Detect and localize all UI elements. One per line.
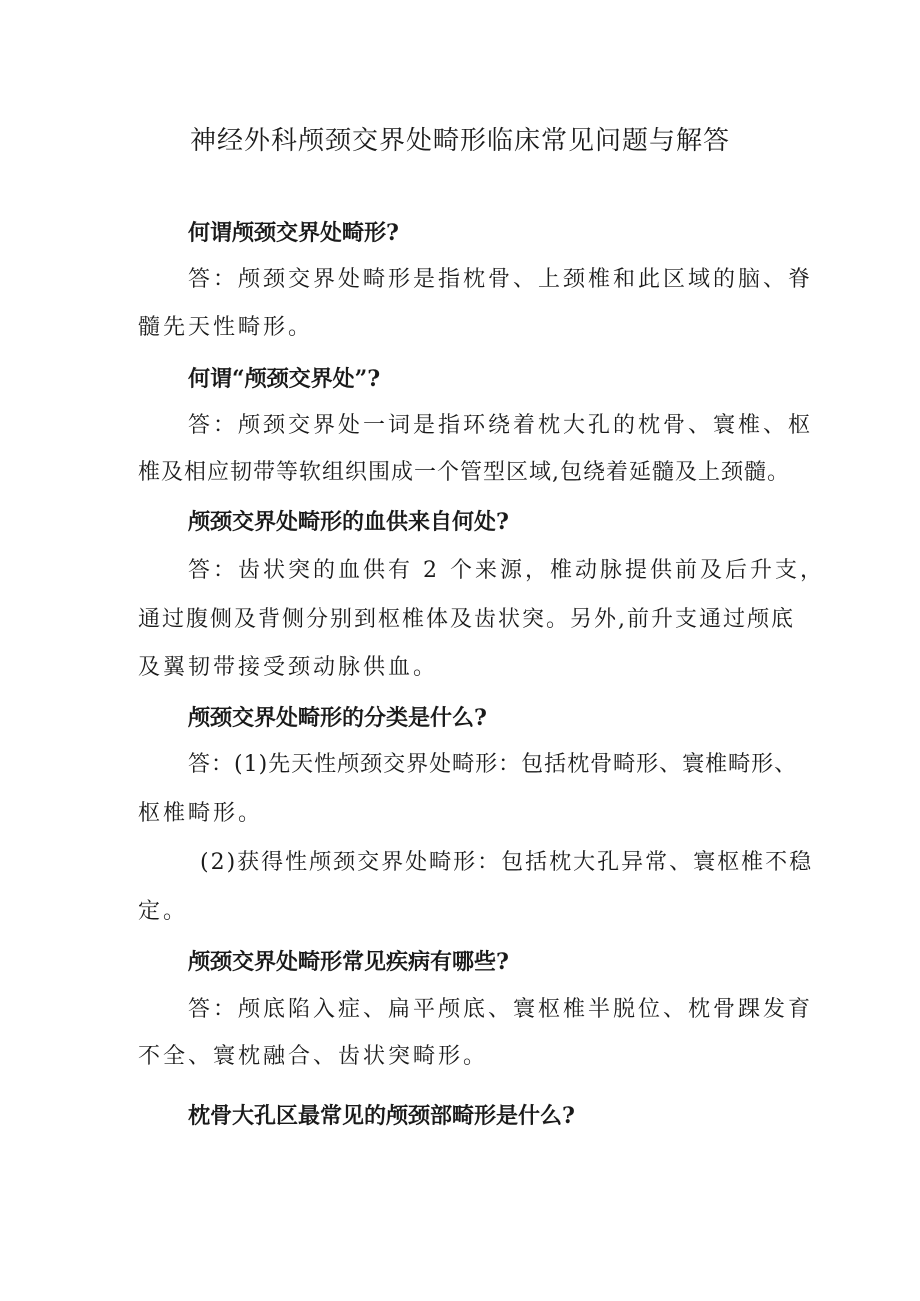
answer-5-line-1: 答：颅底陷入症、扁平颅底、寰枢椎半脱位、枕骨踝发育 [188, 997, 814, 1022]
question-2: 何谓“颅颈交界处”? [188, 366, 381, 392]
answer-1-line-1: 答：颅颈交界处畸形是指枕骨、上颈椎和此区域的脑、脊 [188, 267, 814, 292]
answer-4-line-4: 定。 [138, 899, 189, 924]
answer-5-line-2: 不全、寰枕融合、齿状突畸形。 [138, 1044, 489, 1069]
answer-4-line-2: 枢椎畸形。 [138, 801, 264, 826]
question-4: 颅颈交界处畸形的分类是什么? [188, 705, 487, 731]
answer-3-line-1: 答：齿状突的血供有 2 个来源，椎动脉提供前及后升支， [188, 558, 825, 583]
question-6: 枕骨大孔区最常见的颅颈部畸形是什么? [188, 1103, 575, 1129]
answer-4-line-3: (2)获得性颅颈交界处畸形：包括枕大孔异常、寰枢椎不稳 [200, 850, 814, 875]
answer-4-line-1: 答：(1)先天性颅颈交界处畸形：包括枕骨畸形、寰椎畸形、 [188, 752, 798, 777]
answer-1-line-2: 髓先天性畸形。 [138, 315, 314, 340]
question-5: 颅颈交界处畸形常见疾病有哪些? [188, 949, 509, 975]
answer-2-line-1: 答：颅颈交界处一词是指环绕着枕大孔的枕骨、寰椎、枢 [188, 413, 814, 438]
question-1: 何谓颅颈交界处畸形? [188, 220, 399, 246]
answer-3-line-2: 通过腹侧及背侧分别到枢椎体及齿状突。另外,前升支通过颅底 [138, 607, 795, 632]
question-3: 颅颈交界处畸形的血供来自何处? [188, 509, 509, 535]
document-title: 神经外科颅颈交界处畸形临床常见问题与解答 [189, 126, 730, 156]
answer-2-line-2: 椎及相应韧带等软组织围成一个管型区域,包绕着延髓及上颈髓。 [138, 460, 790, 485]
answer-3-line-3: 及翼韧带接受颈动脉供血。 [138, 655, 439, 680]
